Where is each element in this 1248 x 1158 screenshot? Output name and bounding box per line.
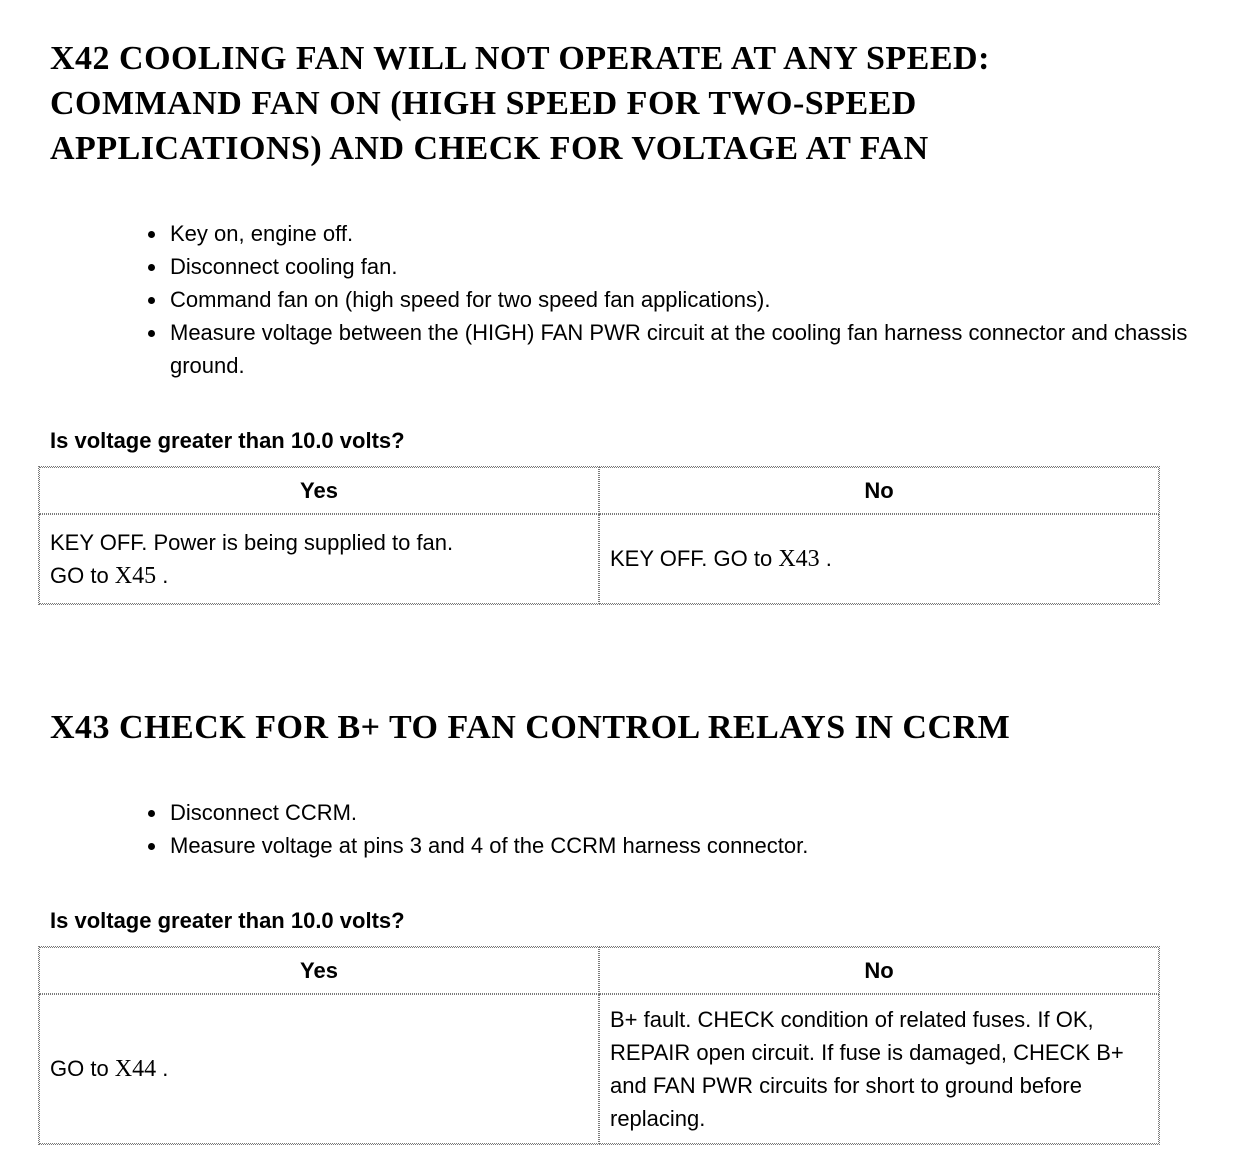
period-text: . xyxy=(156,1056,169,1081)
period-text: . xyxy=(156,562,169,588)
section-heading-x42: X42 COOLING FAN WILL NOT OPERATE AT ANY SPEED: COMMAND FAN ON (HIGH SPEED FOR TWO-SPEED APPLICATIONS) AND CHECK FOR VOLTAGE AT FAN xyxy=(50,40,990,167)
decision-table-x42 xyxy=(38,466,1160,605)
step-item: • Measure voltage at pins 3 and 4 of the CCRM harness connector. xyxy=(168,829,1204,862)
section-heading-x43: X43 CHECK FOR B+ TO FAN CONTROL RELAYS IN CCRM xyxy=(50,709,1011,746)
column-header-no: No xyxy=(599,947,1159,994)
column-header-no: No xyxy=(599,467,1159,514)
result-text-line1: KEY OFF. Power is being supplied to fan. xyxy=(50,529,454,555)
step-item: • Disconnect CCRM. xyxy=(168,796,1204,829)
xref-link-x44[interactable]: X44 xyxy=(114,1056,157,1082)
decision-question-x42: Is voltage greater than 10.0 volts? xyxy=(50,428,405,453)
goto-text: GO to xyxy=(50,1056,115,1081)
result-cell-yes xyxy=(39,994,599,1144)
decision-table-x43 xyxy=(38,946,1160,1145)
table-result-row xyxy=(39,994,1159,1144)
result-text-line2 xyxy=(50,559,588,593)
table-header-row xyxy=(39,947,1159,994)
period-text: . xyxy=(819,546,832,571)
section-x42 xyxy=(38,36,1204,605)
procedure-steps-x43 xyxy=(38,796,1204,862)
result-cell-no: B+ fault. CHECK condition of related fuses. If OK, REPAIR open circuit. If fuse is damaged, CHECK B+ and FAN PWR circuits for short to ground before replacing. xyxy=(599,994,1159,1144)
result-cell-no xyxy=(599,514,1159,604)
procedure-steps-x42 xyxy=(38,217,1204,382)
column-header-yes: Yes xyxy=(39,467,599,514)
decision-question-x43: Is voltage greater than 10.0 volts? xyxy=(50,908,405,933)
section-x43 xyxy=(38,705,1204,1145)
xref-link-x43[interactable]: X43 xyxy=(778,546,820,572)
column-header-yes: Yes xyxy=(39,947,599,994)
goto-text: GO to xyxy=(50,562,115,588)
table-header-row xyxy=(39,467,1159,514)
step-item: • Measure voltage between the (HIGH) FAN PWR circuit at the cooling fan harness connector and chassis ground. xyxy=(168,316,1204,382)
xref-link-x45[interactable]: X45 xyxy=(114,562,157,589)
result-cell-yes xyxy=(39,514,599,604)
result-text: KEY OFF. GO to xyxy=(610,546,779,571)
table-result-row xyxy=(39,514,1159,604)
step-item: • Disconnect cooling fan. xyxy=(168,250,1204,283)
step-item: • Command fan on (high speed for two speed fan applications). xyxy=(168,283,1204,316)
step-item: • Key on, engine off. xyxy=(168,217,1204,250)
